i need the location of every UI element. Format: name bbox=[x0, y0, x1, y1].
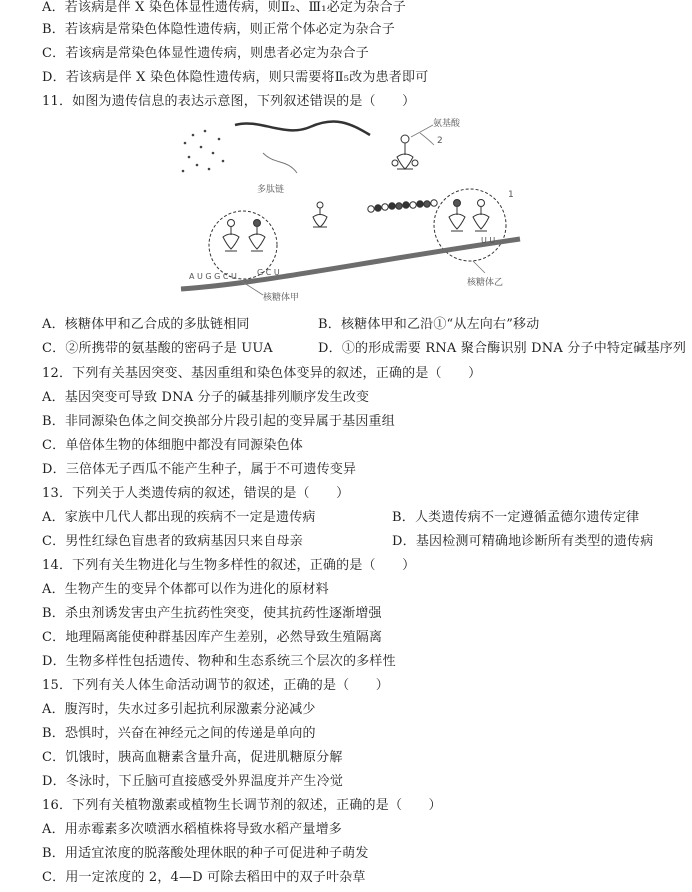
trna-top-right bbox=[392, 135, 418, 169]
q15-stem: 15．下列有关人体生命活动调节的叙述，正确的是（ ） bbox=[42, 678, 389, 693]
label-codon-auggcu: A U G G C U bbox=[189, 272, 237, 281]
translation-diagram bbox=[175, 113, 525, 303]
ribosome-yi-pointer bbox=[473, 261, 485, 273]
q15-option-b: B．恐惧时，兴奋在神经元之间的传递是单向的 bbox=[42, 726, 316, 741]
q11-option-c: C．②所携带的氨基酸的密码子是 UUA bbox=[42, 341, 273, 356]
amino-acid-pointer bbox=[411, 125, 433, 137]
ribosome-yi-trnas bbox=[449, 200, 489, 232]
label-amino-acid: 氨基酸 bbox=[433, 119, 461, 129]
label-ribosome-jia: 核糖体甲 bbox=[263, 293, 300, 303]
label-codon-uu: U U bbox=[481, 236, 496, 245]
q14-option-a: A．生物产生的变异个体都可以作为进化的原材料 bbox=[42, 582, 329, 597]
growing-peptide bbox=[368, 200, 437, 212]
label-mark-2: 2 bbox=[437, 136, 443, 146]
peptide-pointer bbox=[263, 153, 297, 173]
q14-option-d: D．生物多样性包括遗传、物种和生态系统三个层次的多样性 bbox=[42, 654, 396, 669]
q12-option-b: B．非同源染色体之间交换部分片段引起的变异属于基因重组 bbox=[42, 414, 395, 429]
q12-stem: 12．下列有关基因突变、基因重组和染色体变异的叙述，正确的是（ ） bbox=[42, 366, 482, 381]
trna-middle bbox=[313, 202, 327, 227]
q12-option-a: A．基因突变可导致 DNA 分子的碱基排列顺序发生改变 bbox=[42, 390, 370, 405]
label-mark-1: 1 bbox=[508, 190, 514, 200]
q10-option-c: C．若该病是常染色体显性遗传病，则患者必定为杂合子 bbox=[42, 46, 369, 61]
q12-option-d: D．三倍体无子西瓜不能产生种子，属于不可遗传变异 bbox=[42, 462, 357, 477]
q10-option-a: A．若该病是伴 X 染色体显性遗传病，则Ⅱ₂、Ⅲ₁必定为杂合子 bbox=[42, 0, 406, 15]
translation-diagram-svg bbox=[175, 113, 525, 303]
mark-2-pointer bbox=[420, 133, 434, 145]
q11-option-d: D．①的形成需要 RNA 聚合酶识别 DNA 分子中特定碱基序列 bbox=[318, 341, 687, 356]
q14-option-c: C．地理隔离能使种群基因库产生差别，必然导致生殖隔离 bbox=[42, 630, 383, 645]
label-codon-gcu: G C U bbox=[257, 268, 280, 277]
q11-option-a: A．核糖体甲和乙合成的多肽链相同 bbox=[42, 317, 250, 332]
label-peptide: 多肽链 bbox=[257, 185, 285, 195]
q10-option-d: D．若该病是伴 X 染色体隐性遗传病，则只需要将Ⅱ₅改为患者即可 bbox=[42, 70, 429, 85]
q14-option-b: B．杀虫剂诱发害虫产生抗药性突变，使其抗药性逐渐增强 bbox=[42, 606, 382, 621]
q16-option-b: B．用适宜浓度的脱落酸处理休眠的种子可促进种子萌发 bbox=[42, 846, 369, 861]
q13-option-a: A．家族中几代人都出现的疾病不一定是遗传病 bbox=[42, 510, 316, 525]
q13-option-b: B．人类遗传病不一定遵循孟德尔遗传定律 bbox=[392, 510, 640, 525]
q10-option-b: B．若该病是常染色体隐性遗传病，则正常个体必定为杂合子 bbox=[42, 22, 395, 37]
label-ribosome-yi: 核糖体乙 bbox=[467, 278, 504, 288]
q11-option-b: B．核糖体甲和乙沿①“从左向右”移动 bbox=[318, 317, 540, 332]
peptide-chain bbox=[235, 122, 370, 135]
ribosome-jia-trnas bbox=[223, 220, 265, 252]
q11-stem: 11．如图为遗传信息的表达示意图，下列叙述错误的是（ ） bbox=[42, 94, 416, 109]
q13-stem: 13．下列关于人类遗传病的叙述，错误的是（ ） bbox=[42, 486, 350, 501]
q13-option-d: D．基因检测可精确地诊断所有类型的遗传病 bbox=[392, 534, 654, 549]
q13-option-c: C．男性红绿色盲患者的致病基因只来自母亲 bbox=[42, 534, 303, 549]
q16-option-a: A．用赤霉素多次喷洒水稻植株将导致水稻产量增多 bbox=[42, 822, 342, 837]
free-amino-acids bbox=[182, 130, 225, 173]
q14-stem: 14．下列有关生物进化与生物多样性的叙述，正确的是（ ） bbox=[42, 558, 416, 573]
q15-option-a: A．腹泻时，失水过多引起抗利尿激素分泌减少 bbox=[42, 702, 316, 717]
q16-stem: 16．下列有关植物激素或植物生长调节剂的叙述，正确的是（ ） bbox=[42, 798, 442, 813]
q16-option-c: C．用一定浓度的 2，4—D 可除去稻田中的双子叶杂草 bbox=[42, 870, 366, 885]
q15-option-c: C．饥饿时，胰高血糖素含量升高，促进肌糖原分解 bbox=[42, 750, 343, 765]
q15-option-d: D．冬泳时，下丘脑可直接感受外界温度并产生冷觉 bbox=[42, 774, 344, 789]
q12-option-c: C．单倍体生物的体细胞中都没有同源染色体 bbox=[42, 438, 303, 453]
